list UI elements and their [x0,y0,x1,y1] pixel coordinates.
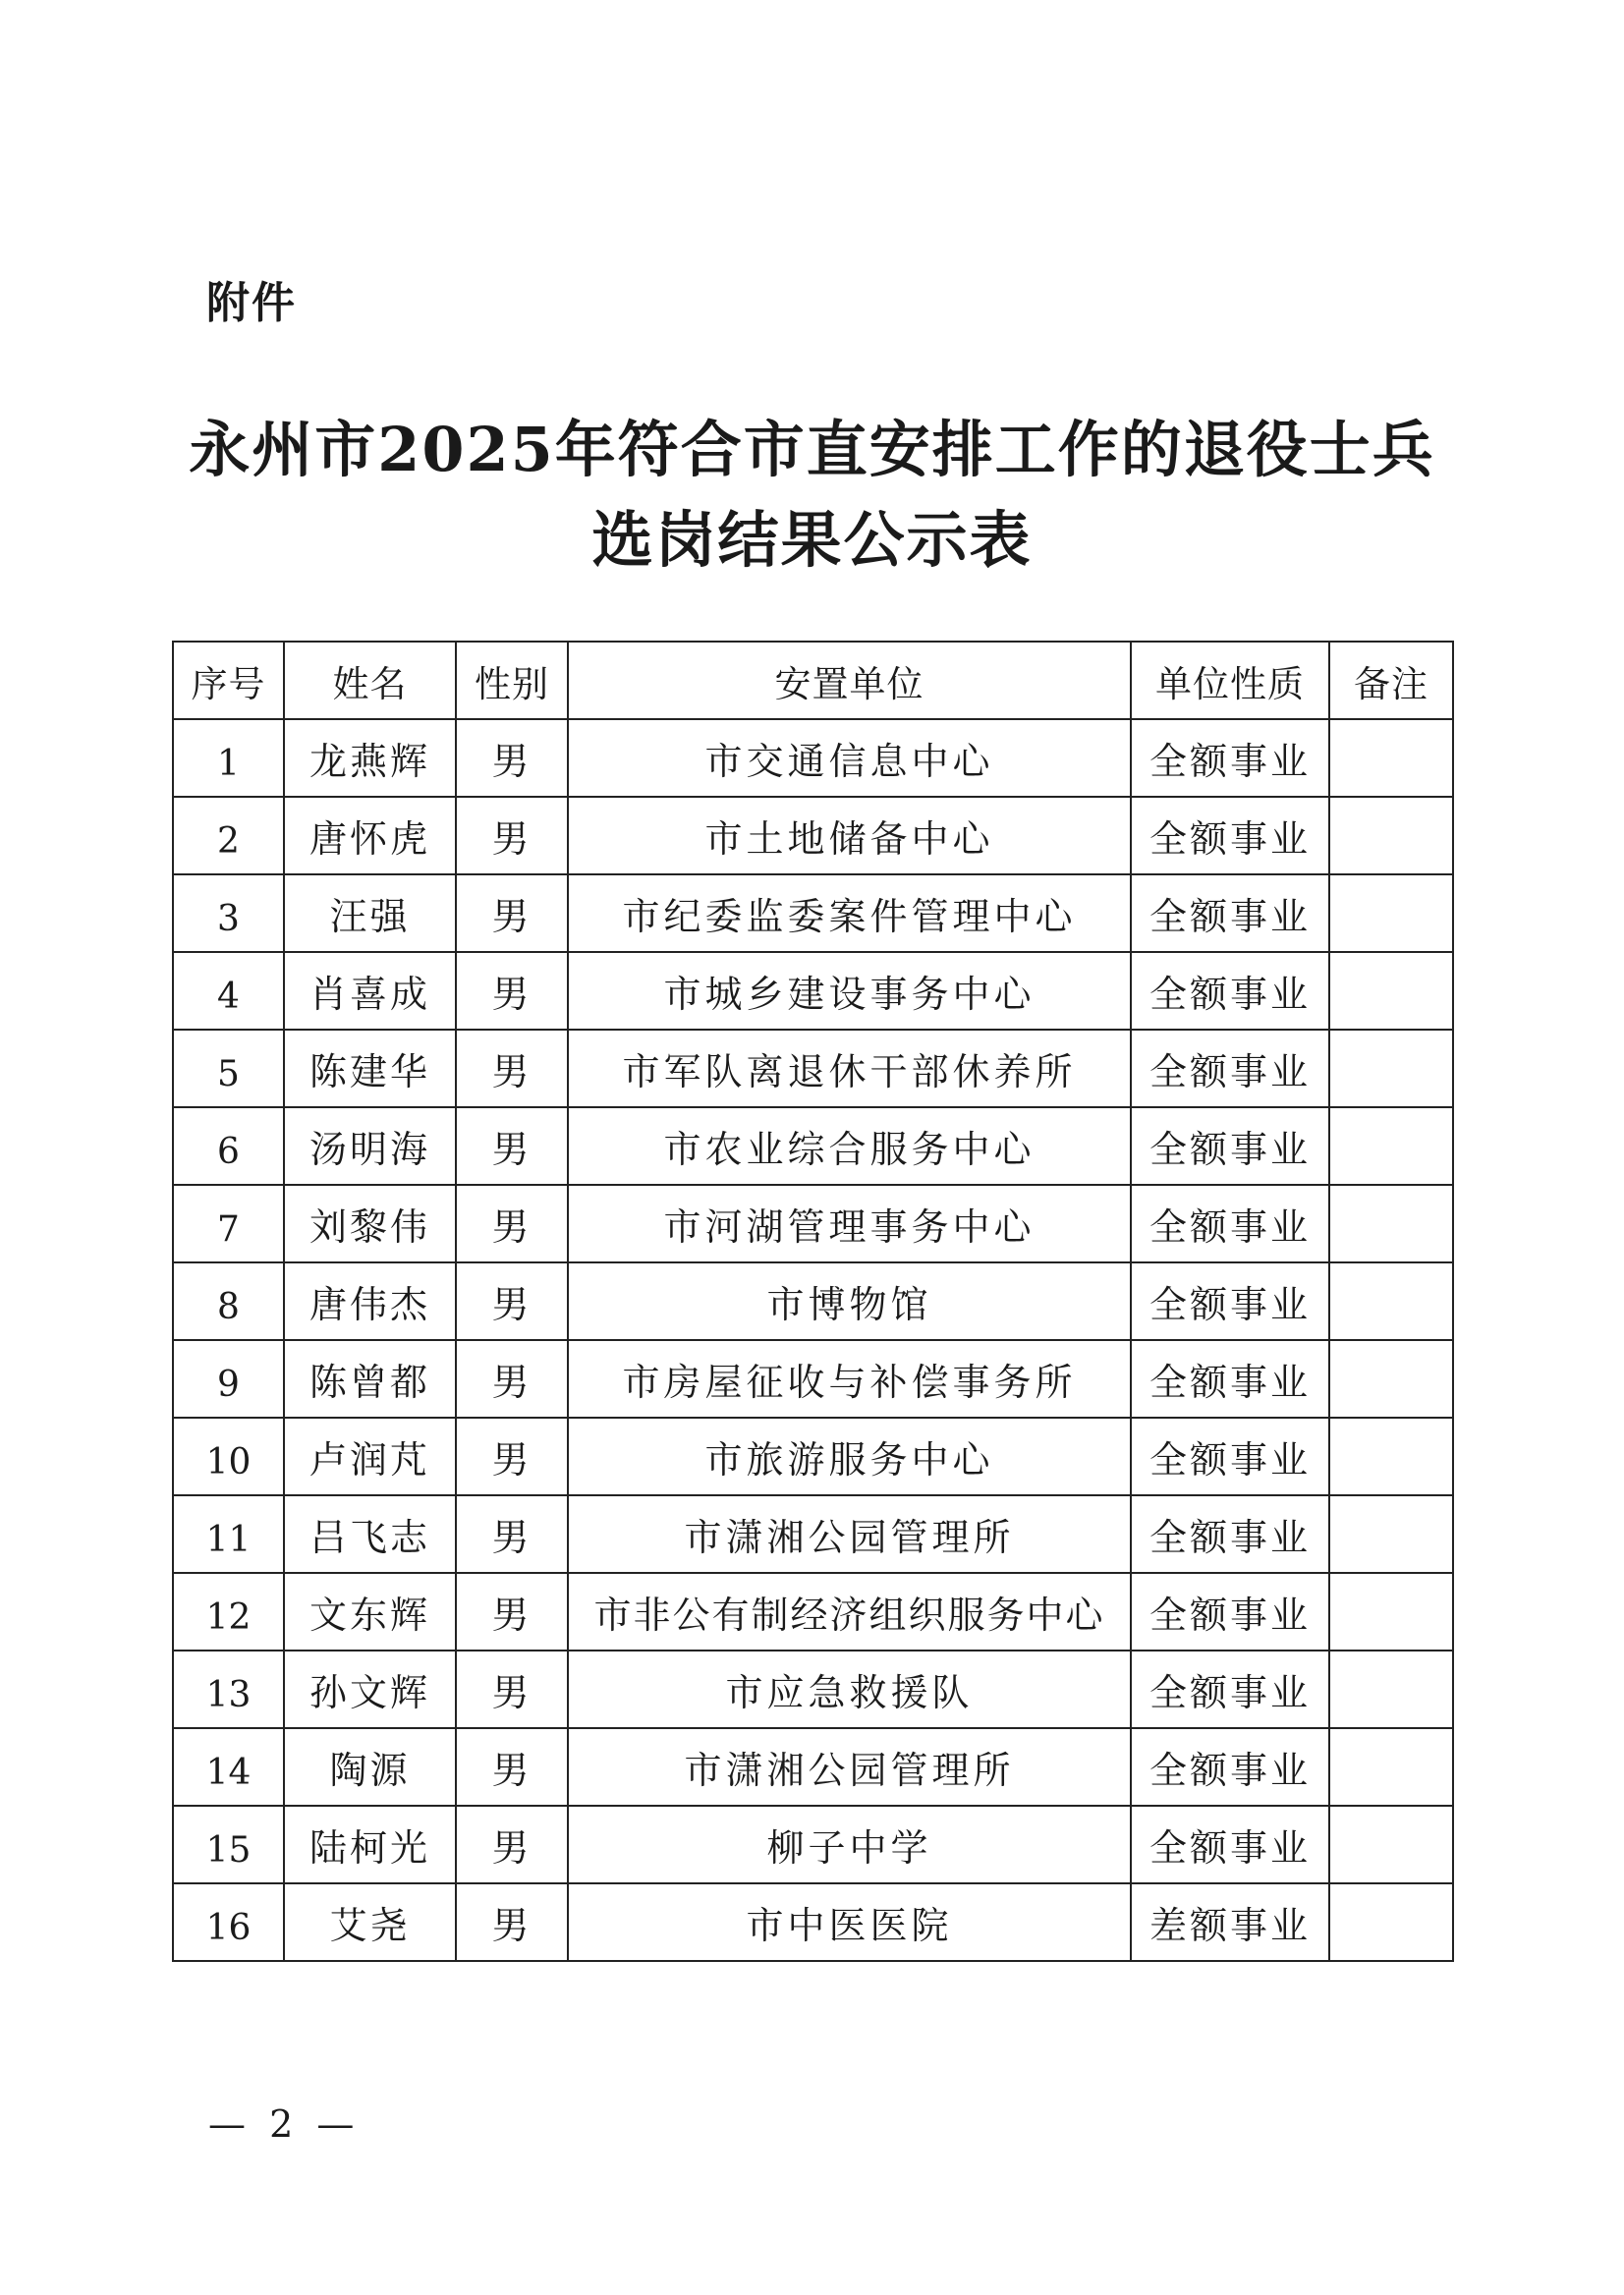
row-remark [1329,1573,1453,1651]
row-remark [1329,1340,1453,1418]
row-gender: 男 [456,1340,568,1418]
row-gender: 男 [456,1806,568,1883]
row-number: 11 [173,1495,284,1573]
table-row [173,1185,1453,1262]
row-remark [1329,1651,1453,1728]
row-remark [1329,1806,1453,1883]
placement-results-table [172,641,1454,1962]
row-nature: 全额事业 [1131,1185,1329,1262]
table-row [173,1418,1453,1495]
table-row [173,719,1453,797]
row-number: 5 [173,1030,284,1107]
row-nature: 全额事业 [1131,719,1329,797]
row-gender: 男 [456,1883,568,1961]
table-row [173,1883,1453,1961]
table-row [173,1573,1453,1651]
row-number: 1 [173,719,284,797]
row-gender: 男 [456,1030,568,1107]
row-remark [1329,1262,1453,1340]
row-name: 陈曾都 [284,1340,456,1418]
row-name: 唐怀虎 [284,797,456,874]
row-gender: 男 [456,1185,568,1262]
row-unit: 市潇湘公园管理所 [568,1728,1131,1806]
row-gender: 男 [456,1107,568,1185]
row-name: 艾尧 [284,1883,456,1961]
row-remark [1329,1495,1453,1573]
row-remark [1329,874,1453,952]
row-unit: 市农业综合服务中心 [568,1107,1131,1185]
row-gender: 男 [456,1728,568,1806]
row-remark [1329,1030,1453,1107]
row-name: 肖喜成 [284,952,456,1030]
row-nature: 全额事业 [1131,1107,1329,1185]
row-nature: 全额事业 [1131,1340,1329,1418]
table-row [173,1030,1453,1107]
row-nature: 全额事业 [1131,1495,1329,1573]
row-name: 陈建华 [284,1030,456,1107]
header-remark: 备注 [1329,642,1453,719]
table-row [173,1340,1453,1418]
row-unit: 市军队离退休干部休养所 [568,1030,1131,1107]
header-unit: 安置单位 [568,642,1131,719]
row-unit: 市潇湘公园管理所 [568,1495,1131,1573]
row-remark [1329,719,1453,797]
row-name: 孙文辉 [284,1651,456,1728]
row-gender: 男 [456,874,568,952]
row-number: 2 [173,797,284,874]
row-remark [1329,1418,1453,1495]
row-number: 3 [173,874,284,952]
row-name: 龙燕辉 [284,719,456,797]
row-nature: 全额事业 [1131,1728,1329,1806]
row-nature: 全额事业 [1131,1418,1329,1495]
table-row [173,797,1453,874]
row-unit: 柳子中学 [568,1806,1131,1883]
row-unit: 市土地储备中心 [568,797,1131,874]
row-number: 14 [173,1728,284,1806]
row-nature: 全额事业 [1131,1030,1329,1107]
row-gender: 男 [456,1651,568,1728]
attachment-label: 附件 [206,278,297,328]
row-name: 吕飞志 [284,1495,456,1573]
row-name: 文东辉 [284,1573,456,1651]
row-nature: 全额事业 [1131,952,1329,1030]
row-name: 陶源 [284,1728,456,1806]
row-number: 15 [173,1806,284,1883]
row-number: 16 [173,1883,284,1961]
row-nature: 全额事业 [1131,1573,1329,1651]
header-number: 序号 [173,642,284,719]
row-nature: 全额事业 [1131,797,1329,874]
row-name: 汪强 [284,874,456,952]
row-remark [1329,1883,1453,1961]
row-number: 6 [173,1107,284,1185]
row-name: 刘黎伟 [284,1185,456,1262]
row-remark [1329,1185,1453,1262]
row-name: 卢润芃 [284,1418,456,1495]
row-unit: 市城乡建设事务中心 [568,952,1131,1030]
header-name: 姓名 [284,642,456,719]
row-gender: 男 [456,1495,568,1573]
row-gender: 男 [456,1262,568,1340]
row-nature: 全额事业 [1131,1651,1329,1728]
row-number: 9 [173,1340,284,1418]
row-unit: 市房屋征收与补偿事务所 [568,1340,1131,1418]
row-name: 汤明海 [284,1107,456,1185]
table-row [173,1495,1453,1573]
row-gender: 男 [456,1573,568,1651]
header-gender: 性别 [456,642,568,719]
row-gender: 男 [456,797,568,874]
row-unit: 市非公有制经济组织服务中心 [568,1573,1131,1651]
row-name: 陆柯光 [284,1806,456,1883]
row-unit: 市交通信息中心 [568,719,1131,797]
row-number: 13 [173,1651,284,1728]
row-remark [1329,1728,1453,1806]
row-name: 唐伟杰 [284,1262,456,1340]
table-header-row [173,642,1453,719]
row-number: 12 [173,1573,284,1651]
row-remark [1329,797,1453,874]
row-nature: 全额事业 [1131,1806,1329,1883]
row-unit: 市博物馆 [568,1262,1131,1340]
row-number: 7 [173,1185,284,1262]
table-row [173,874,1453,952]
row-gender: 男 [456,719,568,797]
row-nature: 差额事业 [1131,1883,1329,1961]
row-nature: 全额事业 [1131,1262,1329,1340]
row-gender: 男 [456,1418,568,1495]
row-unit: 市旅游服务中心 [568,1418,1131,1495]
document-title-line2: 选岗结果公示表 [591,504,1033,576]
table-row [173,1107,1453,1185]
header-nature: 单位性质 [1131,642,1329,719]
table-row [173,1806,1453,1883]
document-title-line1: 永州市2025年符合市直安排工作的退役士兵 [189,414,1435,485]
row-unit: 市河湖管理事务中心 [568,1185,1131,1262]
table-row [173,1728,1453,1806]
table-row [173,952,1453,1030]
table-row [173,1651,1453,1728]
row-number: 8 [173,1262,284,1340]
row-gender: 男 [456,952,568,1030]
row-remark [1329,952,1453,1030]
row-number: 4 [173,952,284,1030]
page-number: — 2 — [208,2102,361,2146]
row-unit: 市中医医院 [568,1883,1131,1961]
row-unit: 市纪委监委案件管理中心 [568,874,1131,952]
row-number: 10 [173,1418,284,1495]
row-unit: 市应急救援队 [568,1651,1131,1728]
table-row [173,1262,1453,1340]
row-nature: 全额事业 [1131,874,1329,952]
row-remark [1329,1107,1453,1185]
